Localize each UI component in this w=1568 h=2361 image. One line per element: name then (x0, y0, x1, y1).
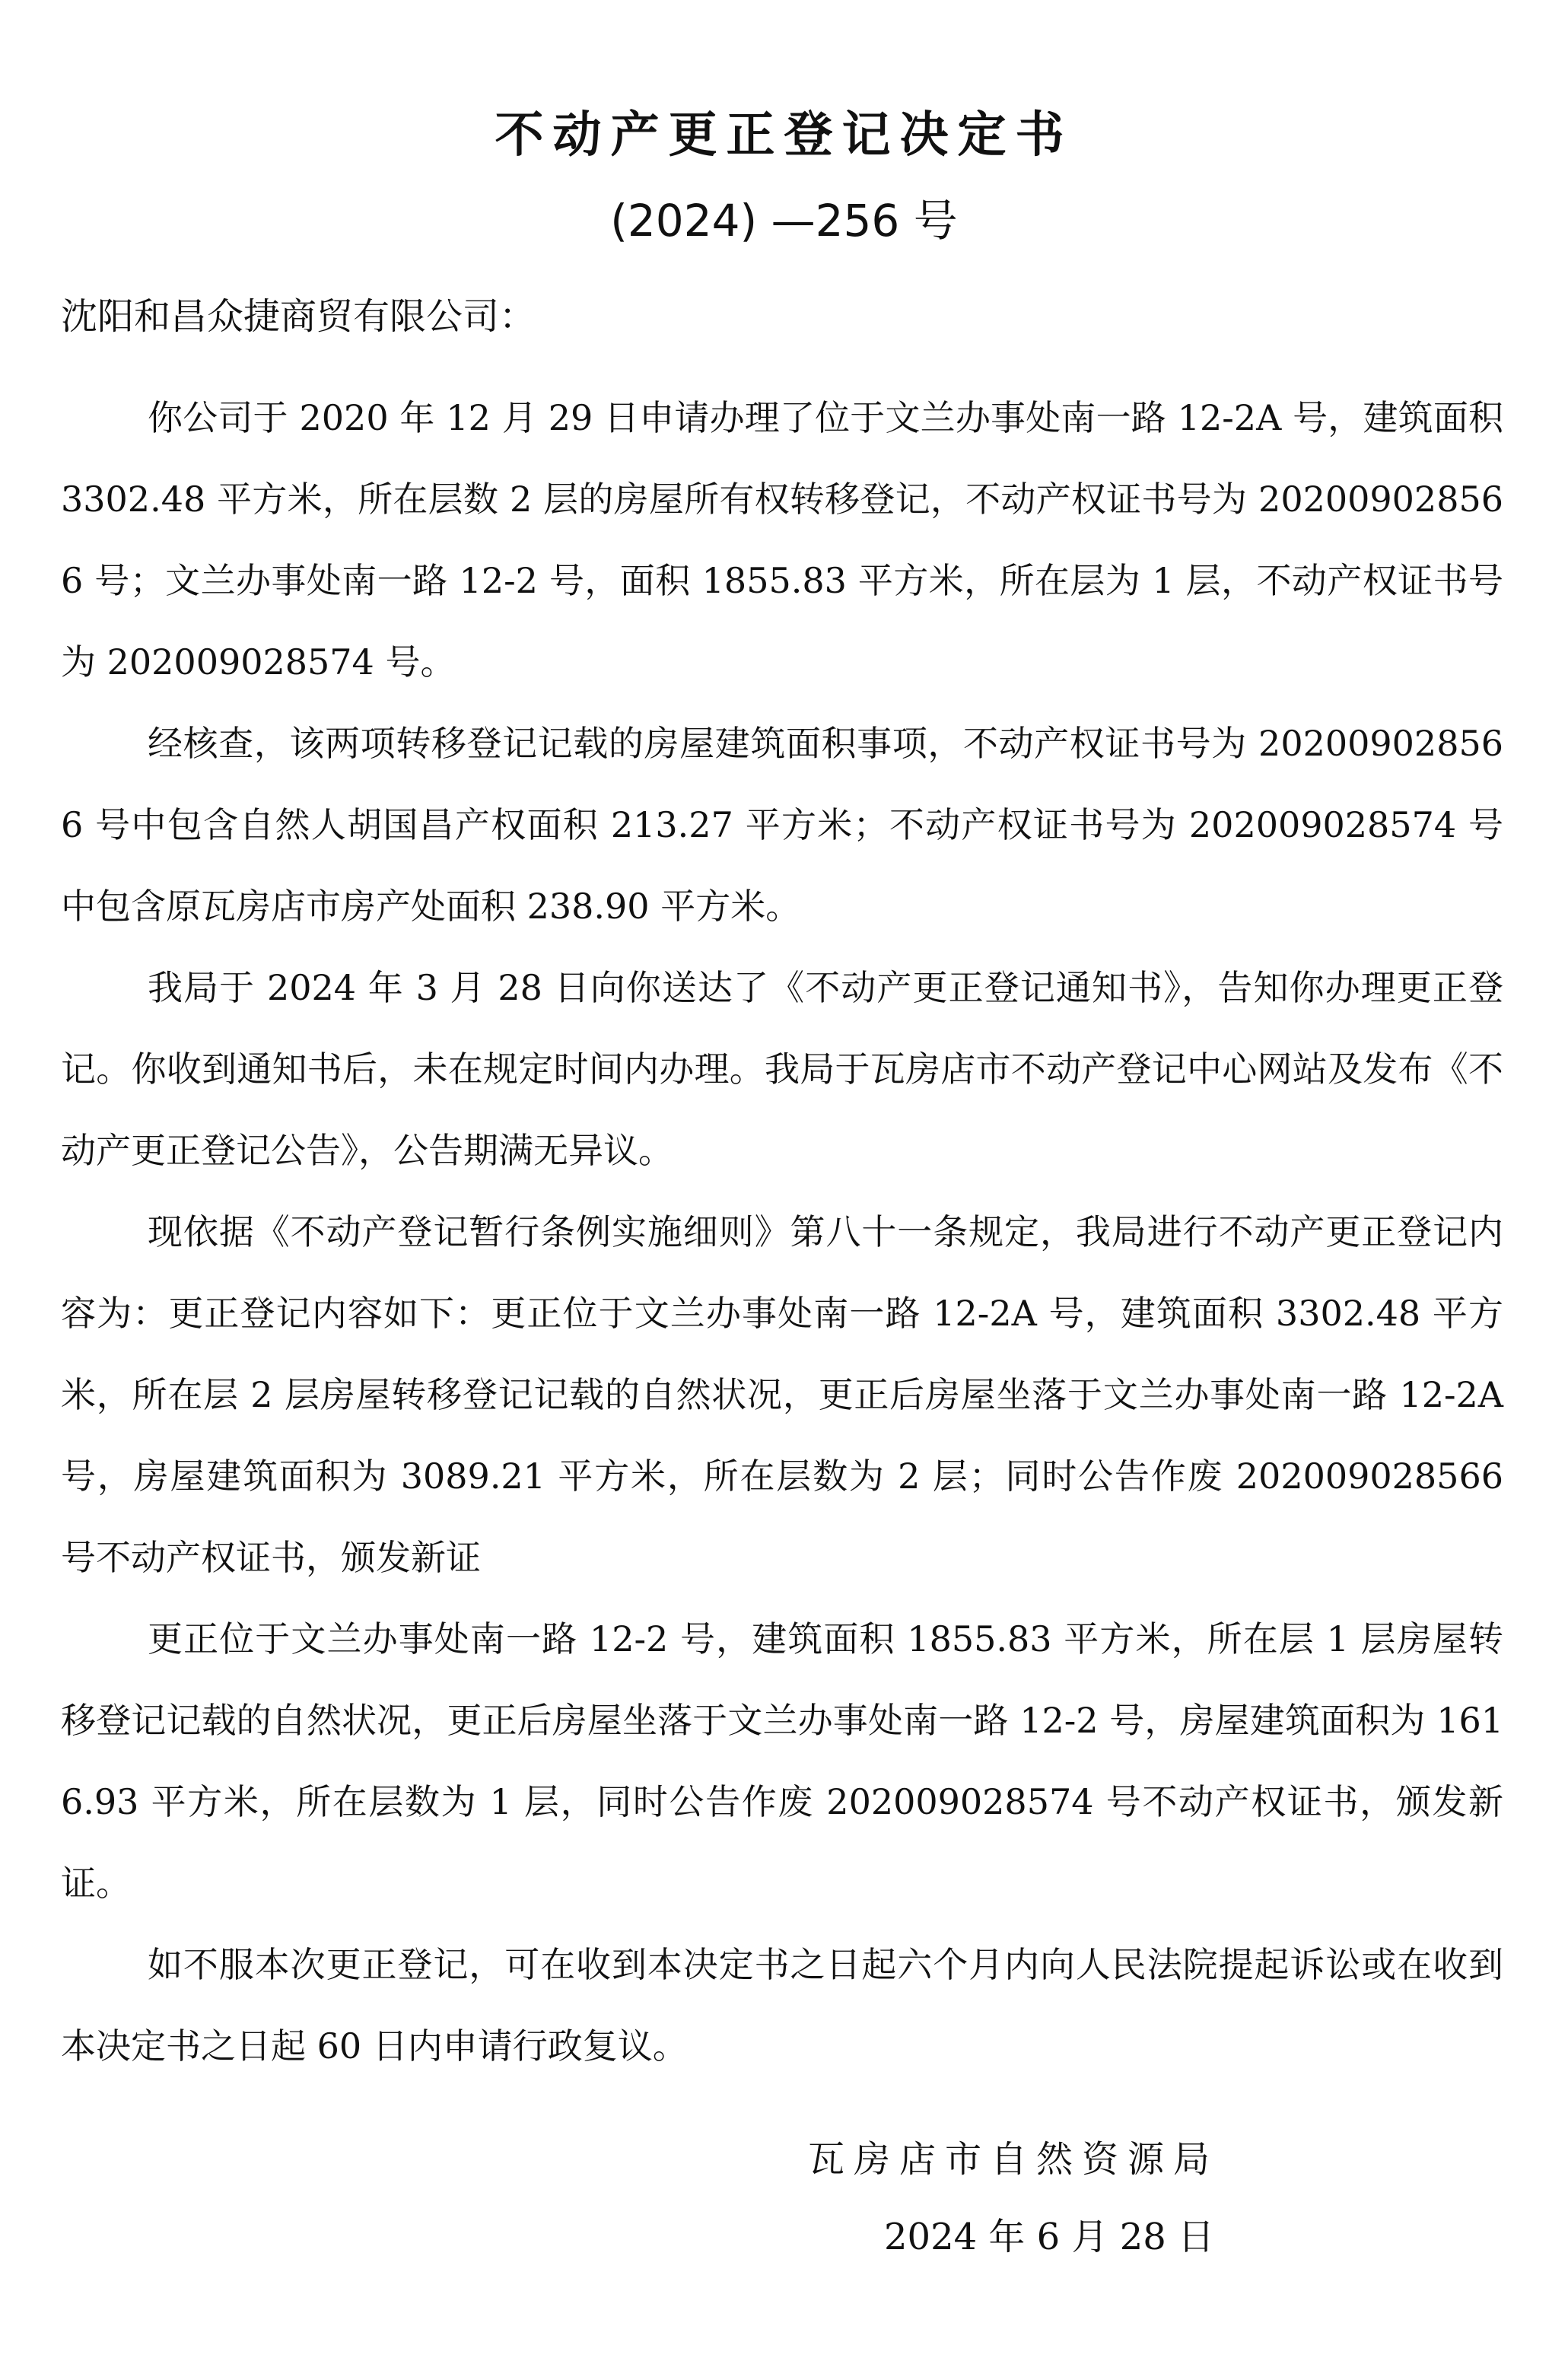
paragraph-findings: 经核查，该两项转移登记记载的房屋建筑面积事项，不动产权证书号为 202009028566 号中包含自然人胡国昌产权面积 213.27 平方米；不动产权证书号为 202009028574 号中包含原瓦房店市房产处面积 238.90 平方米。 (61, 723, 1503, 927)
paragraph-notice: 我局于 2024 年 3 月 28 日向你送达了《不动产更正登记通知书》，告知你办理更正登记。你收到通知书后，未在规定时间内办理。我局于瓦房店市不动产登记中心网站及发布《不动产更正登记公告》，公告期满无异议。 (61, 967, 1503, 1171)
paragraph-application: 你公司于 2020 年 12 月 29 日申请办理了位于文兰办事处南一路 12-2A 号，建筑面积 3302.48 平方米，所在层数 2 层的房屋所有权转移登记，不动产权证书号为 202009028566 号；文兰办事处南一路 12-2 号，面积 1855.83 平方米，所在层为 1 层，不动产权证书号为 202009028574 号。 (61, 397, 1503, 683)
document-number: (2024) —256 号 (610, 195, 958, 247)
addressee: 沈阳和昌众捷商贸有限公司： (61, 295, 536, 338)
signing-organization: 瓦房店市自然资源局 (808, 2138, 1220, 2181)
paragraph-appeal-rights: 如不服本次更正登记，可在收到本决定书之日起六个月内向人民法院提起诉讼或在收到本决定书之日起 60 日内申请行政复议。 (61, 1944, 1503, 2067)
paragraph-correction-12-2: 更正位于文兰办事处南一路 12-2 号，建筑面积 1855.83 平方米，所在层 1 层房屋转移登记记载的自然状况，更正后房屋坐落于文兰办事处南一路 12-2 号，房屋建筑面积为 1616.93 平方米，所在层数为 1 层，同时公告作废 202009028574 号不动产权证书，颁发新证。 (61, 1618, 1503, 1904)
signing-date: 2024 年 6 月 28 日 (884, 2216, 1215, 2258)
document-title: 不动产更正登记决定书 (495, 107, 1073, 164)
document-body (61, 377, 1503, 2087)
paragraph-correction-12-2a: 现依据《不动产登记暂行条例实施细则》第八十一条规定，我局进行不动产更正登记内容为：更正登记内容如下：更正位于文兰办事处南一路 12-2A 号，建筑面积 3302.48 平方米，所在层 2 层房屋转移登记记载的自然状况，更正后房屋坐落于文兰办事处南一路 12-2A 号，房屋建筑面积为 3089.21 平方米，所在层数为 2 层；同时公告作废 202009028566 号不动产权证书，颁发新证 (61, 1211, 1503, 1578)
